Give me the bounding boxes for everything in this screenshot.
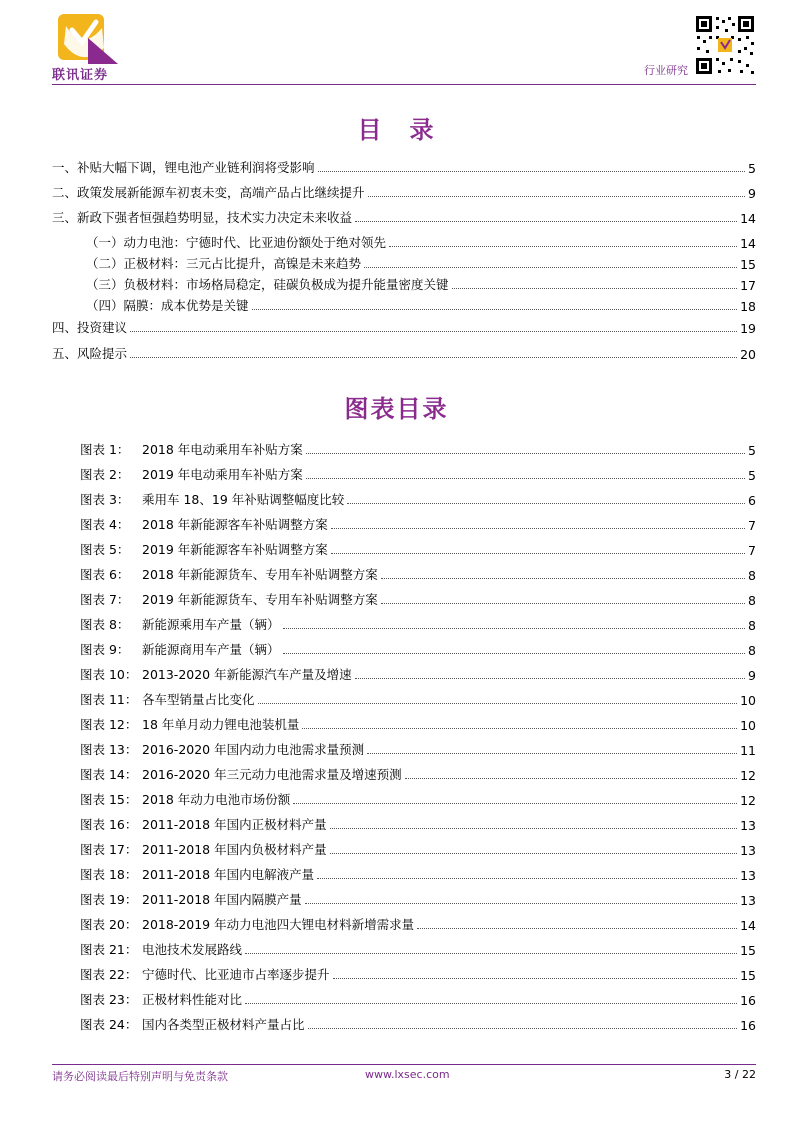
- figure-number: 图表 1：: [80, 442, 130, 457]
- leader-dots: [317, 877, 737, 879]
- figure-label: 2016-2020 年三元动力电池需求量及增速预测: [142, 767, 402, 782]
- figure-label: 电池技术发展路线: [142, 942, 243, 957]
- toc-item-label: （四）隔膜：成本优势是关键: [86, 298, 249, 313]
- figure-page: 8: [748, 568, 756, 583]
- toc-item-label: （一）动力电池：宁德时代、比亚迪份额处于绝对领先: [86, 235, 387, 250]
- footer-divider: [52, 1064, 756, 1065]
- figure-label: 新能源乘用车产量（辆）: [142, 617, 280, 632]
- figure-page: 12: [740, 768, 756, 783]
- figure-number: 图表 6：: [80, 567, 130, 582]
- figure-item[interactable]: [80, 861, 756, 883]
- figure-number: 图表 13：: [80, 742, 138, 757]
- figure-label: 2019 年新能源客车补贴调整方案: [142, 542, 328, 557]
- toc-subitem[interactable]: [86, 271, 756, 293]
- figure-number: 图表 11：: [80, 692, 138, 707]
- toc-item-page: 19: [740, 321, 756, 336]
- leader-dots: [389, 245, 737, 247]
- leader-dots: [333, 977, 738, 979]
- toc-item-page: 5: [748, 161, 756, 176]
- figure-label: 2011-2018 年国内电解液产量: [142, 867, 315, 882]
- figure-page: 7: [748, 543, 756, 558]
- figure-page: 7: [748, 518, 756, 533]
- leader-dots: [306, 452, 745, 454]
- figure-number: 图表 9：: [80, 642, 130, 657]
- figure-item[interactable]: [80, 761, 756, 783]
- toc-item-label: （三）负极材料：市场格局稳定，硅碳负极成为提升能量密度关键: [86, 277, 449, 292]
- figure-number: 图表 19：: [80, 892, 138, 907]
- toc-subitem[interactable]: [86, 292, 756, 314]
- leader-dots: [355, 220, 737, 222]
- leader-dots: [417, 927, 737, 929]
- figure-label: 2011-2018 年国内隔膜产量: [142, 892, 302, 907]
- leader-dots: [368, 195, 746, 197]
- figure-page: 13: [740, 868, 756, 883]
- toc-item-page: 14: [740, 211, 756, 226]
- toc-item-label: （二）正极材料：三元占比提升，高镍是未来趋势: [86, 256, 362, 271]
- leader-dots: [330, 827, 737, 829]
- leader-dots: [381, 577, 745, 579]
- figure-item[interactable]: [80, 911, 756, 933]
- leader-dots: [305, 902, 737, 904]
- figure-label: 新能源商用车产量（辆）: [142, 642, 280, 657]
- figure-item[interactable]: [80, 886, 756, 908]
- figure-number: 图表 22：: [80, 967, 138, 982]
- figure-number: 图表 21：: [80, 942, 138, 957]
- leader-dots: [252, 308, 738, 310]
- figure-item[interactable]: [80, 811, 756, 833]
- figure-number: 图表 16：: [80, 817, 138, 832]
- leader-dots: [318, 170, 746, 172]
- figure-number: 图表 15：: [80, 792, 138, 807]
- toc-item-label: 二、政策发展新能源车初衷未变，高端产品占比继续提升: [52, 185, 365, 200]
- figure-page: 6: [748, 493, 756, 508]
- page-header: [52, 0, 756, 84]
- figure-page: 12: [740, 793, 756, 808]
- toc-item-label: 五、风险提示: [52, 346, 128, 361]
- figure-item[interactable]: [80, 736, 756, 758]
- leader-dots: [245, 952, 737, 954]
- toc-item-page: 17: [740, 278, 756, 293]
- figure-item[interactable]: [80, 536, 756, 558]
- toc-item-label: 三、新政下强者恒强趋势明显，技术实力决定未来收益: [52, 210, 353, 225]
- figure-item[interactable]: [80, 561, 756, 583]
- figure-label: 正极材料性能对比: [142, 992, 243, 1007]
- figure-item[interactable]: [80, 586, 756, 608]
- figure-page: 13: [740, 893, 756, 908]
- qr-code-icon: [694, 14, 756, 76]
- figure-number: 图表 8：: [80, 617, 130, 632]
- figure-page: 11: [740, 743, 756, 758]
- figure-label: 2018 年电动乘用车补贴方案: [142, 442, 303, 457]
- figure-item[interactable]: [80, 686, 756, 708]
- figure-number: 图表 12：: [80, 717, 138, 732]
- figure-page: 15: [740, 968, 756, 983]
- toc-item-page: 14: [740, 236, 756, 251]
- leader-dots: [283, 627, 746, 629]
- figure-number: 图表 5：: [80, 542, 130, 557]
- figure-page: 10: [740, 693, 756, 708]
- leader-dots: [405, 777, 737, 779]
- leader-dots: [306, 477, 745, 479]
- figure-number: 图表 23：: [80, 992, 138, 1007]
- figure-label: 2019 年电动乘用车补贴方案: [142, 467, 303, 482]
- header-divider: [52, 84, 756, 85]
- figure-page: 8: [748, 618, 756, 633]
- figure-item[interactable]: [80, 461, 756, 483]
- figure-item[interactable]: [80, 786, 756, 808]
- leader-dots: [293, 802, 737, 804]
- figure-page: 14: [740, 918, 756, 933]
- figure-number: 图表 17：: [80, 842, 138, 857]
- figure-page: 8: [748, 643, 756, 658]
- figure-page: 5: [748, 443, 756, 458]
- figure-page: 9: [748, 668, 756, 683]
- leader-dots: [302, 727, 737, 729]
- leader-dots: [130, 356, 737, 358]
- figure-item[interactable]: [80, 436, 756, 458]
- figure-page: 15: [740, 943, 756, 958]
- leader-dots: [308, 1027, 738, 1029]
- website-link[interactable]: www.lxsec.com: [365, 1068, 450, 1081]
- figure-page: 13: [740, 843, 756, 858]
- toc-subitem[interactable]: [86, 229, 756, 251]
- figure-label: 国内各类型正极材料产量占比: [142, 1017, 305, 1032]
- page-number: 3 / 22: [724, 1068, 756, 1081]
- figure-number: 图表 20：: [80, 917, 138, 932]
- figure-item[interactable]: [80, 636, 756, 658]
- figure-label: 2018-2019 年动力电池四大锂电材料新增需求量: [142, 917, 415, 932]
- leader-dots: [355, 677, 745, 679]
- figure-number: 图表 14：: [80, 767, 138, 782]
- figure-page: 8: [748, 593, 756, 608]
- toc-item[interactable]: [52, 340, 756, 362]
- figure-label: 2019 年新能源货车、专用车补贴调整方案: [142, 592, 378, 607]
- figure-number: 图表 18：: [80, 867, 138, 882]
- leader-dots: [258, 702, 738, 704]
- figure-number: 图表 7：: [80, 592, 130, 607]
- figure-label: 宁德时代、比亚迪市占率逐步提升: [142, 967, 330, 982]
- figure-item[interactable]: [80, 836, 756, 858]
- figure-item[interactable]: [80, 486, 756, 508]
- figure-number: 图表 24：: [80, 1017, 138, 1032]
- toc-item[interactable]: [52, 179, 756, 201]
- toc-title: 目 录: [357, 116, 436, 144]
- leader-dots: [330, 852, 737, 854]
- leader-dots: [130, 330, 737, 332]
- leader-dots: [381, 602, 745, 604]
- figure-label: 18 年单月动力锂电池装机量: [142, 717, 300, 732]
- figure-page: 5: [748, 468, 756, 483]
- figure-label: 乘用车 18、19 年补贴调整幅度比较: [142, 492, 345, 507]
- leader-dots: [367, 752, 737, 754]
- leader-dots: [347, 502, 745, 504]
- figure-page: 16: [740, 993, 756, 1008]
- figure-item[interactable]: [80, 1011, 756, 1033]
- toc-item[interactable]: [52, 314, 756, 336]
- figure-item[interactable]: [80, 511, 756, 533]
- figure-label: 2018 年新能源货车、专用车补贴调整方案: [142, 567, 378, 582]
- figure-label: 2013-2020 年新能源汽车产量及增速: [142, 667, 352, 682]
- figure-item[interactable]: [80, 661, 756, 683]
- disclaimer-link[interactable]: 请务必阅读最后特别声明与免责条款: [52, 1070, 228, 1083]
- figure-label: 2018 年动力电池市场份额: [142, 792, 291, 807]
- report-type: 行业研究: [644, 64, 688, 77]
- leader-dots: [331, 527, 745, 529]
- toc-item-page: 20: [740, 347, 756, 362]
- figure-label: 各车型销量占比变化: [142, 692, 255, 707]
- company-name: 联讯证券: [52, 68, 109, 83]
- leader-dots: [283, 652, 746, 654]
- figure-page: 16: [740, 1018, 756, 1033]
- toc-item-page: 9: [748, 186, 756, 201]
- figure-item[interactable]: [80, 711, 756, 733]
- figures-title: 图表目录: [344, 395, 449, 423]
- figure-label: 2011-2018 年国内负极材料产量: [142, 842, 327, 857]
- figure-item[interactable]: [80, 986, 756, 1008]
- figure-number: 图表 4：: [80, 517, 130, 532]
- figure-number: 图表 10：: [80, 667, 138, 682]
- figure-label: 2016-2020 年国内动力电池需求量预测: [142, 742, 365, 757]
- figure-item[interactable]: [80, 936, 756, 958]
- figure-number: 图表 2：: [80, 467, 130, 482]
- toc-item-page: 18: [740, 299, 756, 314]
- toc-item-page: 15: [740, 257, 756, 272]
- leader-dots: [331, 552, 745, 554]
- figure-page: 10: [740, 718, 756, 733]
- figure-item[interactable]: [80, 961, 756, 983]
- leader-dots: [364, 266, 737, 268]
- figure-label: 2018 年新能源客车补贴调整方案: [142, 517, 328, 532]
- figure-item[interactable]: [80, 611, 756, 633]
- toc-item[interactable]: [52, 204, 756, 226]
- figure-number: 图表 3：: [80, 492, 130, 507]
- figure-label: 2011-2018 年国内正极材料产量: [142, 817, 327, 832]
- toc-item[interactable]: [52, 154, 756, 176]
- leader-dots: [245, 1002, 737, 1004]
- toc-subitem[interactable]: [86, 250, 756, 272]
- toc-item-label: 一、补贴大幅下调，锂电池产业链利润将受影响: [52, 160, 315, 175]
- toc-item-label: 四、投资建议: [52, 320, 128, 335]
- figure-page: 13: [740, 818, 756, 833]
- leader-dots: [452, 287, 738, 289]
